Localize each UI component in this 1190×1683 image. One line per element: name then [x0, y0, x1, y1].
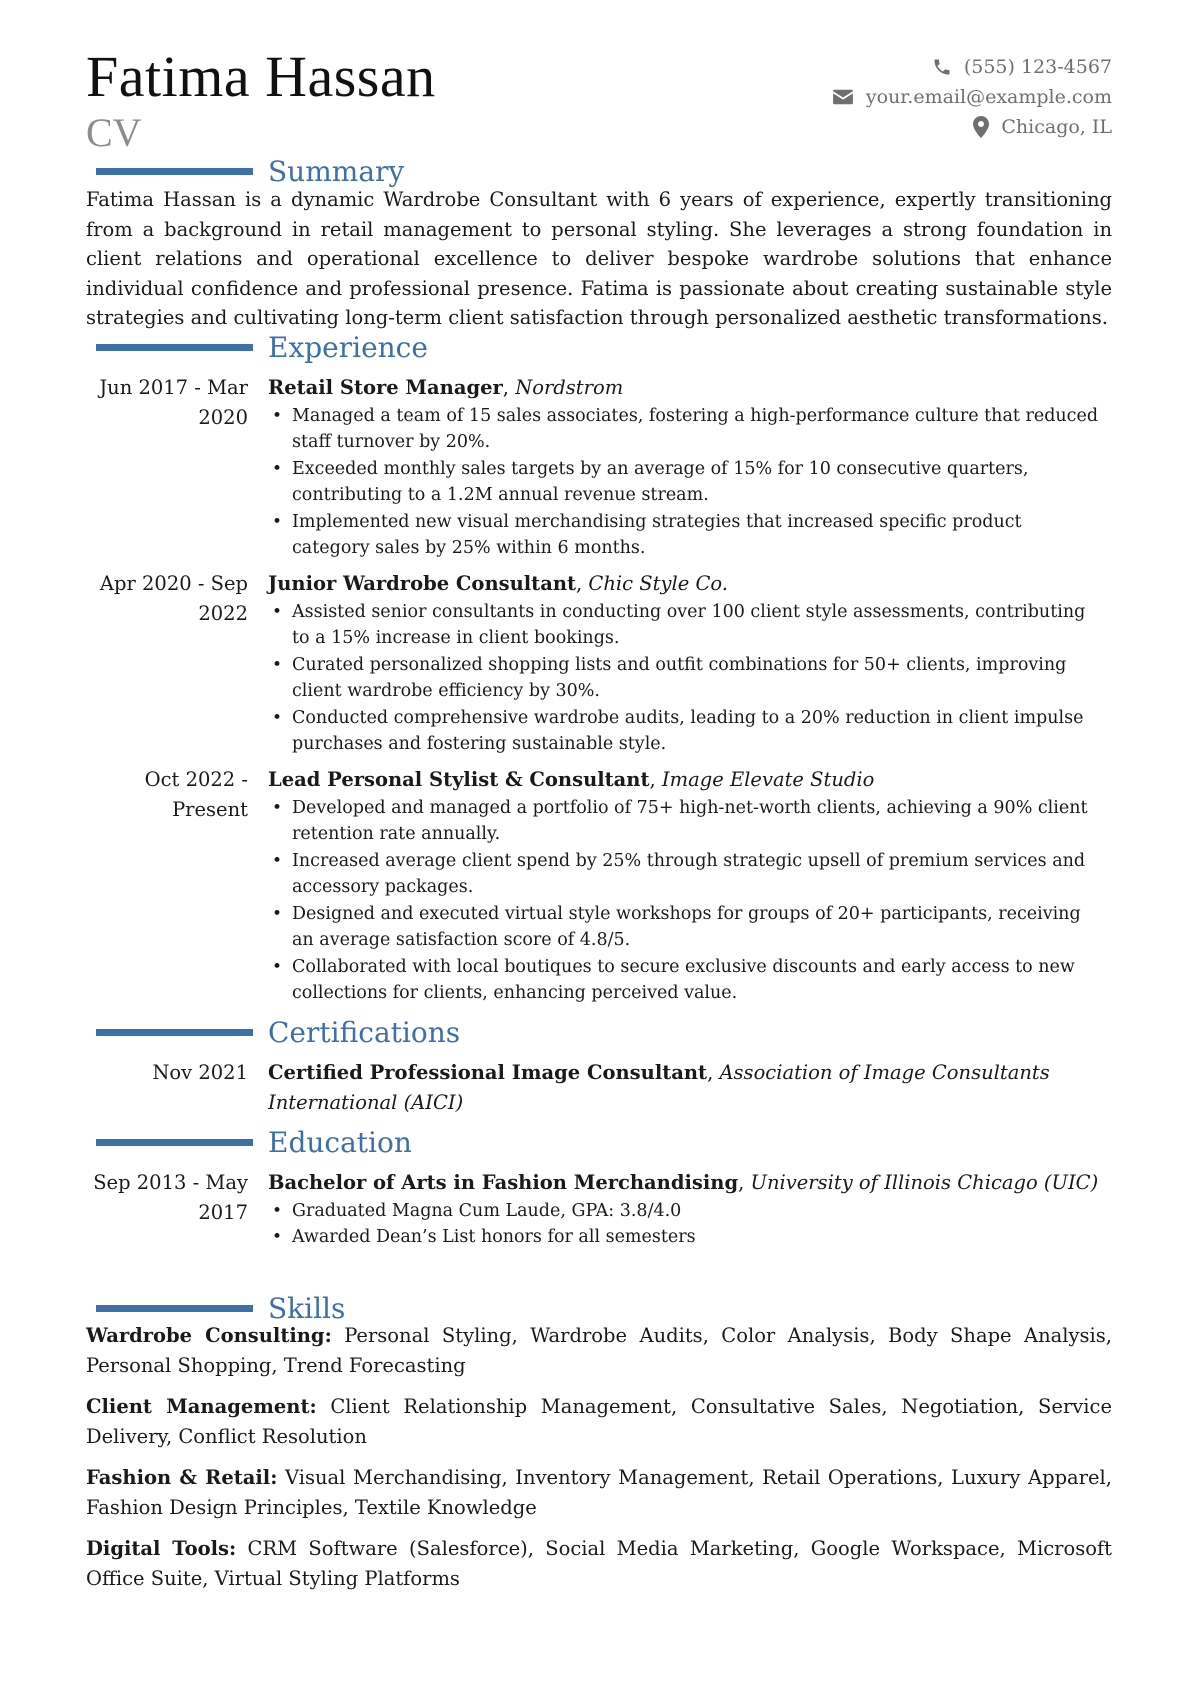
skill-label: Fashion & Retail:: [86, 1466, 278, 1489]
entry-body: [268, 373, 1104, 562]
entry-org: Image Elevate Studio: [661, 768, 875, 791]
entry-body: [268, 1168, 1104, 1251]
phone-text: (555) 123-4567: [963, 56, 1112, 78]
map-marker-icon: [973, 116, 989, 138]
entry-date: Nov 2021: [152, 1061, 248, 1084]
contact-location: [832, 112, 1112, 142]
entry-org: Nordstrom: [515, 376, 624, 399]
skill-row: [86, 1392, 1112, 1451]
skill-items: Personal Styling, Wardrobe Audits, Color Analysis, Body Shape Analysis, Personal Shopping, Trend Forecasting: [86, 1324, 1112, 1377]
skill-row: [86, 1534, 1112, 1593]
email-text: your.email@example.com: [865, 86, 1112, 108]
section-accent-bar: [96, 1139, 253, 1146]
envelope-icon: [832, 88, 854, 106]
document-type: CV: [86, 110, 142, 155]
skill-items: Client Relationship Management, Consultative Sales, Negotiation, Service Delivery, Conflict Resolution: [86, 1395, 1112, 1448]
list-item: • Graduated Magna Cum Laude, GPA: 3.8/4.0: [268, 1198, 1104, 1225]
contact-block: [832, 52, 1112, 142]
entry-date: Apr 2020 - Sep 2022: [99, 572, 248, 625]
entry-date: Sep 2013 - May 2017: [93, 1171, 248, 1224]
entry-bullets: [268, 795, 1104, 1007]
list-item: • Exceeded monthly sales targets by an average of 15% for 10 consecutive quarters, contributing to a 1.2M annual revenue stream.: [268, 456, 1104, 509]
skill-row: [86, 1463, 1112, 1522]
skill-label: Wardrobe Consulting:: [86, 1324, 332, 1347]
entry-bullets: [268, 599, 1104, 758]
entry-role: Certified Professional Image Consultant: [268, 1061, 708, 1084]
entry-title: Lead Personal Stylist & Consultant, Image Elevate Studio: [268, 768, 875, 791]
section-header: [0, 330, 1190, 370]
list-item: • Conducted comprehensive wardrobe audits, leading to a 20% reduction in client impulse purchases and fostering sustainable style.: [268, 705, 1104, 758]
entry-bullets: [268, 403, 1104, 562]
skill-label: Digital Tools:: [86, 1537, 237, 1560]
list-item: • Designed and executed virtual style workshops for groups of 20+ participants, receiving an average satisfaction score of 4.8/5.: [268, 901, 1104, 954]
entry-date: Jun 2017 - Mar 2020: [99, 376, 248, 429]
section-accent-bar: [96, 1305, 253, 1312]
summary-text: Fatima Hassan is a dynamic Wardrobe Consultant with 6 years of experience, expertly transitioning from a background in retail management to personal styling. She leverages a strong foundation in client relations and operational excellence to deliver bespoke wardrobe solutions that enhance individual confidence and professional presence. Fatima is passionate about creating sustainable style strategies and cultivating long-term client satisfaction through personalized aesthetic transformations.: [86, 188, 1112, 329]
section-title: Skills: [268, 1292, 346, 1325]
entry-role: Retail Store Manager: [268, 376, 503, 399]
contact-email[interactable]: [832, 82, 1112, 112]
list-item: • Increased average client spend by 25% through strategic upsell of premium services and accessory packages.: [268, 848, 1104, 901]
skill-items: Visual Merchandising, Inventory Management, Retail Operations, Luxury Apparel, Fashion Design Principles, Textile Knowledge: [86, 1466, 1112, 1519]
skill-items: CRM Software (Salesforce), Social Media Marketing, Google Workspace, Microsoft Office Suite, Virtual Styling Platforms: [86, 1537, 1112, 1590]
entry-title: Certified Professional Image Consultant, Association of Image Consultants International (AICI): [268, 1061, 1050, 1114]
section-certifications: [0, 1015, 1190, 1055]
entry-title: Retail Store Manager, Nordstrom: [268, 376, 624, 399]
section-accent-bar: [96, 1029, 253, 1036]
entry-title: Junior Wardrobe Consultant, Chic Style Co.: [268, 572, 728, 595]
section-title: Education: [268, 1126, 412, 1159]
entry-org: Association of Image Consultants International (AICI): [268, 1061, 1050, 1114]
section-header: [0, 1015, 1190, 1055]
entry-bullets: [268, 1198, 1104, 1251]
entry-org: Chic Style Co.: [588, 572, 728, 595]
contact-phone[interactable]: [832, 52, 1112, 82]
entry-role: Junior Wardrobe Consultant: [268, 572, 577, 595]
section-accent-bar: [96, 168, 253, 175]
entry-title: Bachelor of Arts in Fashion Merchandising, University of Illinois Chicago (UIC): [268, 1171, 1099, 1194]
phone-icon: [932, 57, 952, 77]
section-title: Certifications: [268, 1016, 461, 1049]
candidate-name: Fatima Hassan: [86, 44, 436, 109]
entry-role: Lead Personal Stylist & Consultant: [268, 768, 650, 791]
section-header: [0, 1125, 1190, 1165]
location-text: Chicago, IL: [1001, 116, 1112, 138]
entry-body: [268, 1058, 1104, 1117]
list-item: • Curated personalized shopping lists and outfit combinations for 50+ clients, improving client wardrobe efficiency by 30%.: [268, 652, 1104, 705]
entry-body: [268, 765, 1104, 1007]
list-item: • Implemented new visual merchandising strategies that increased specific product category sales by 25% within 6 months.: [268, 509, 1104, 562]
list-item: • Awarded Dean’s List honors for all semesters: [268, 1224, 1104, 1251]
list-item: • Assisted senior consultants in conducting over 100 client style assessments, contributing to a 15% increase in client bookings.: [268, 599, 1104, 652]
skill-row: [86, 1321, 1112, 1380]
section-title: Experience: [268, 331, 428, 364]
list-item: • Collaborated with local boutiques to secure exclusive discounts and early access to new collections for clients, enhancing perceived value.: [268, 954, 1104, 1007]
section-title: Summary: [268, 155, 405, 188]
list-item: • Managed a team of 15 sales associates, fostering a high-performance culture that reduced staff turnover by 20%.: [268, 403, 1104, 456]
entry-body: [268, 569, 1104, 758]
list-item: • Developed and managed a portfolio of 75+ high-net-worth clients, achieving a 90% client retention rate annually.: [268, 795, 1104, 848]
section-experience: [0, 330, 1190, 370]
entry-role: Bachelor of Arts in Fashion Merchandising: [268, 1171, 739, 1194]
section-accent-bar: [96, 344, 253, 351]
entry-date: Oct 2022 - Present: [144, 768, 248, 821]
skill-label: Client Management:: [86, 1395, 317, 1418]
section-education: [0, 1125, 1190, 1165]
entry-org: University of Illinois Chicago (UIC): [750, 1171, 1099, 1194]
